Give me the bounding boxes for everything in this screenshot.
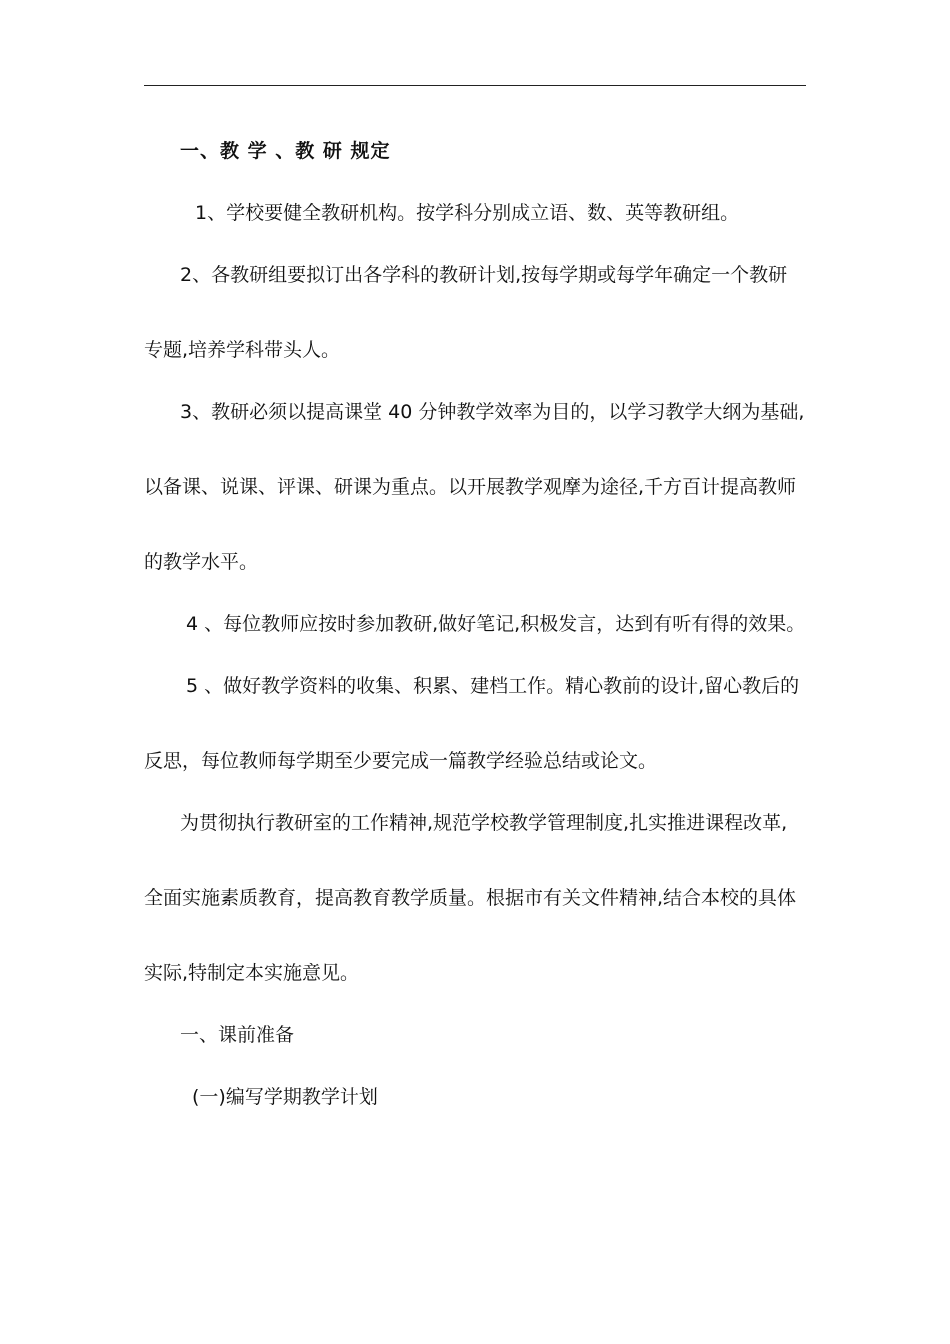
paragraph-line: 专题,培养学科带头人。	[144, 339, 341, 361]
paragraph-line: 2、各教研组要拟订出各学科的教研计划,按每学期或每学年确定一个教研	[180, 264, 788, 286]
paragraph-line: 为贯彻执行教研室的工作精神,规范学校教学管理制度,扎实推进课程改革,	[180, 812, 788, 834]
paragraph-line: 3、教研必须以提高课堂 40 分钟教学效率为目的，以学习教学大纲为基础,	[180, 401, 805, 423]
section-heading: 一、教 学 、教 研 规定	[180, 140, 391, 162]
subsection-item: (一)编写学期教学计划	[192, 1086, 378, 1108]
paragraph-line: 全面实施素质教育，提高教育教学质量。根据市有关文件精神,结合本校的具体	[144, 887, 797, 909]
paragraph-line: 实际,特制定本实施意见。	[144, 962, 360, 984]
paragraph-line: 5 、做好教学资料的收集、积累、建档工作。精心教前的设计,留心教后的	[186, 675, 800, 697]
paragraph-line: 的教学水平。	[144, 551, 259, 573]
paragraph-line: 1、学校要健全教研机构。按学科分别成立语、数、英等教研组。	[195, 202, 740, 224]
paragraph-line: 以备课、说课、评课、研课为重点。以开展教学观摩为途径,千方百计提高教师	[144, 476, 797, 498]
paragraph-line: 4 、每位教师应按时参加教研,做好笔记,积极发言，达到有听有得的效果。	[186, 613, 806, 635]
top-rule	[144, 85, 806, 86]
paragraph-line: 反思，每位教师每学期至少要完成一篇教学经验总结或论文。	[144, 750, 658, 772]
subsection-heading: 一、课前准备	[180, 1024, 295, 1046]
